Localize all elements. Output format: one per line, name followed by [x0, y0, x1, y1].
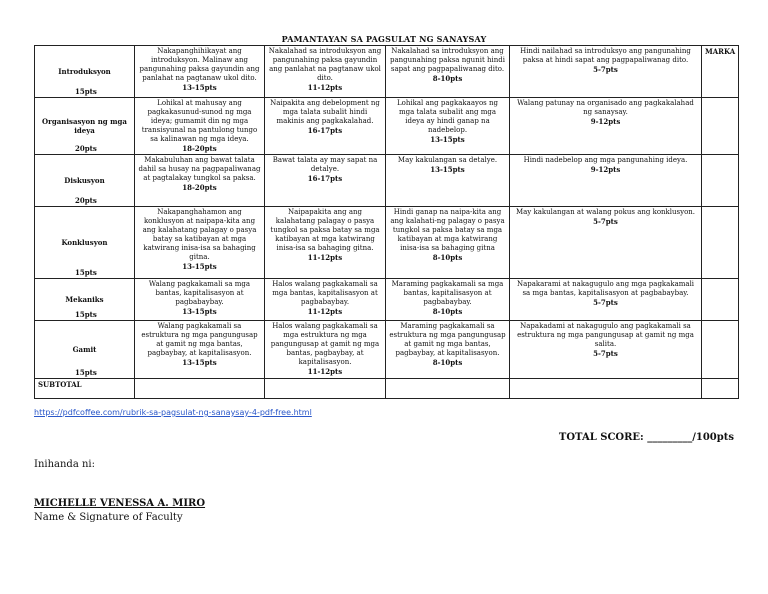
descriptor-cell	[386, 207, 510, 279]
descriptor-text: Nakalahad sa introduksyon ang pangunahing paksa ngunit hindi sapat ang pagpapaliwanag dito.	[390, 47, 505, 73]
score-range: 8-10pts	[432, 74, 463, 83]
descriptor-text: Maraming pagkakamali sa estruktura ng mga pangungusap at gamit ng mga bantas, pagbaybay, at kapitalisasyon.	[389, 322, 506, 357]
descriptor-cell	[265, 46, 386, 98]
descriptor-cell	[265, 155, 386, 207]
rubric-row	[35, 321, 739, 379]
score-range: 13-15pts	[182, 83, 217, 92]
subtotal-cell[interactable]	[265, 379, 386, 399]
subtotal-label: SUBTOTAL	[35, 379, 135, 399]
score-range: 11-12pts	[307, 307, 343, 316]
descriptor-cell	[265, 321, 386, 379]
descriptor-cell	[510, 207, 702, 279]
score-range: 13-15pts	[430, 165, 465, 174]
descriptor-cell	[386, 279, 510, 321]
subtotal-cell[interactable]	[386, 379, 510, 399]
descriptor-cell	[265, 98, 386, 155]
descriptor-text: Nakapanghahamon ang konklusyon at naipapa-kita ang ang kalahatang palagay o pasya batay sa katibayan at mga katwirang inisa-isa sa bahaging gitna.	[142, 208, 257, 261]
descriptor-text: Lohikal at mahusay ang pagkakasunud-sunod ng mga ideya; gumamit din ng mga transisyunal na pantulong tungo sa kalinawan ng mga ideya.	[141, 99, 258, 143]
criterion-cell	[35, 207, 135, 279]
criterion-points: 20pts	[75, 196, 97, 205]
criterion-points: 15pts	[75, 87, 97, 96]
marka-cell[interactable]	[702, 98, 739, 155]
score-range: 5-7pts	[593, 217, 618, 226]
score-range: 8-10pts	[432, 307, 463, 316]
descriptor-cell	[135, 98, 265, 155]
descriptor-text: Hindi ganap na naipa-kita ang ang kalahati-ng palagay o pasya tungkol sa paksa batay sa mga katibayan at mga katwirang inisa-isa sa bahaging gitna	[390, 208, 505, 252]
score-range: 9-12pts	[590, 117, 621, 126]
descriptor-text: Nakapanghihikayat ang introduksyon. Malinaw ang pangunahing paksa gayundin ang panlahat na pagtanaw ukol dito.	[139, 47, 260, 82]
descriptor-cell	[135, 321, 265, 379]
descriptor-cell	[265, 207, 386, 279]
criterion-cell	[35, 279, 135, 321]
marka-cell[interactable]	[702, 279, 739, 321]
criterion-points: 15pts	[75, 310, 97, 319]
descriptor-cell	[386, 46, 510, 98]
score-range: 5-7pts	[593, 65, 618, 74]
subtotal-row	[35, 379, 739, 399]
score-range: 5-7pts	[593, 349, 618, 358]
marka-cell[interactable]	[702, 46, 739, 98]
descriptor-cell	[265, 279, 386, 321]
descriptor-text: Naipapakita ang ang kalahatang palagay o pasya tungkol sa paksa batay sa mga katibayan at mga katwirang inisa-isa sa bahaging gitna.	[270, 208, 380, 252]
criterion-cell	[35, 98, 135, 155]
rubric-row	[35, 155, 739, 207]
rubric-row	[35, 279, 739, 321]
descriptor-text: Halos walang pagkakamali sa mga bantas, kapitalisasyon at pagbabaybay.	[272, 280, 378, 306]
descriptor-text: May kakulangan sa detalye.	[397, 156, 498, 164]
marka-cell[interactable]	[702, 207, 739, 279]
marka-cell[interactable]	[702, 321, 739, 379]
criterion-name: Diskusyon	[64, 176, 105, 185]
criterion-cell	[35, 321, 135, 379]
descriptor-text: Hindi nailahad sa introduksyo ang pangunahing paksa at hindi sapat ang pagpapaliwanag dito.	[520, 47, 691, 64]
score-range: 11-12pts	[307, 367, 343, 376]
criterion-points: 15pts	[75, 268, 97, 277]
faculty-name: MICHELLE VENESSA A. MIRO	[34, 498, 206, 509]
subtotal-cell[interactable]	[135, 379, 265, 399]
score-range: 18-20pts	[182, 144, 217, 153]
marka-header: MARKA	[705, 47, 736, 56]
descriptor-cell	[386, 98, 510, 155]
criterion-name: Mekaniks	[65, 295, 104, 304]
criterion-name: Gamit	[72, 345, 97, 354]
prepared-by-label: Inihanda ni:	[34, 459, 95, 470]
score-range: 11-12pts	[307, 253, 343, 262]
descriptor-text: Naipakita ang debelopment ng mga talata subalit hindi makinis ang pagkakalahad.	[270, 99, 380, 125]
descriptor-cell	[135, 155, 265, 207]
rubric-table	[34, 45, 739, 399]
score-range: 16-17pts	[307, 126, 343, 135]
descriptor-cell	[510, 321, 702, 379]
descriptor-cell	[510, 279, 702, 321]
score-range: 8-10pts	[432, 253, 463, 262]
descriptor-text: Napakarami at nakagugulo ang mga pagkakamali sa mga bantas, kapitalisasyon at pagbabaybay.	[516, 280, 695, 297]
descriptor-text: Nakalahad sa introduksyon ang pangunahing paksa gayundin ang panlahat na pagtanaw ukol dito.	[268, 47, 382, 82]
descriptor-cell	[510, 46, 702, 98]
descriptor-cell	[510, 98, 702, 155]
criterion-name: Introduksyon	[58, 67, 111, 76]
criterion-points: 20pts	[75, 144, 97, 153]
criterion-name: Konklusyon	[61, 238, 108, 247]
rubric-row	[35, 98, 739, 155]
descriptor-cell	[386, 321, 510, 379]
subtotal-cell[interactable]	[702, 379, 739, 399]
descriptor-text: Halos walang pagkakamali sa mga estruktura ng mga pangungusap at gamit ng mga bantas, pagbaybay, at kapitalisasyon.	[270, 322, 380, 366]
descriptor-text: Walang patunay na organisado ang pagkakalahad ng sanaysay.	[517, 99, 694, 116]
descriptor-cell	[135, 279, 265, 321]
rubric-title: PAMANTAYAN SA PAGSULAT NG SANAYSAY	[281, 34, 487, 44]
score-range: 11-12pts	[307, 83, 343, 92]
descriptor-text: Maraming pagkakamali sa mga bantas, kapitalisasyon at pagbabaybay.	[391, 280, 504, 306]
criterion-cell	[35, 155, 135, 207]
descriptor-text: Lohikal ang pagkakaayos ng mga talata subalit ang mga ideya ay hindi ganap na nadebelop.	[397, 99, 498, 134]
descriptor-text: Walang pagkakamali sa mga bantas, kapitalisasyon at pagbabaybay.	[148, 280, 251, 306]
score-range: 9-12pts	[590, 165, 621, 174]
rubric-row	[35, 207, 739, 279]
score-range: 13-15pts	[430, 135, 465, 144]
score-range: 13-15pts	[182, 262, 217, 271]
score-range: 5-7pts	[593, 298, 618, 307]
descriptor-text: Hindi nadebelop ang mga pangunahing ideya.	[523, 156, 688, 164]
marka-cell[interactable]	[702, 155, 739, 207]
score-range: 8-10pts	[432, 358, 463, 367]
score-range: 13-15pts	[182, 307, 217, 316]
descriptor-cell	[135, 207, 265, 279]
faculty-role: Name & Signature of Faculty	[34, 512, 183, 523]
descriptor-text: Napakadami at nakagugulo ang pagkakamali sa estruktura ng mga pangungusap at gamit ng mga salita.	[517, 322, 694, 348]
total-score: TOTAL SCORE: _________/100pts	[558, 432, 734, 443]
score-range: 16-17pts	[307, 174, 343, 183]
rubric-row	[35, 46, 739, 98]
score-range: 18-20pts	[182, 183, 217, 192]
subtotal-cell[interactable]	[510, 379, 702, 399]
source-link[interactable]: https://pdfcoffee.com/rubrik-sa-pagsulat-ng-sanaysay-4-pdf-free.html	[34, 408, 312, 417]
descriptor-text: Walang pagkakamali sa estruktura ng mga pangungusap at gamit ng mga bantas, pagbaybay, at kapitalisasyon.	[141, 322, 258, 357]
criterion-points: 15pts	[75, 368, 97, 377]
criterion-cell	[35, 46, 135, 98]
criterion-name: Organisasyon ng mga ideya	[42, 117, 127, 135]
descriptor-cell	[510, 155, 702, 207]
descriptor-cell	[135, 46, 265, 98]
descriptor-text: Bawat talata ay may sapat na detalye.	[272, 156, 378, 173]
descriptor-text: May kakulangan at walang pokus ang konklusyon.	[515, 208, 696, 216]
score-range: 13-15pts	[182, 358, 217, 367]
descriptor-cell	[386, 155, 510, 207]
descriptor-text: Makabuluhan ang bawat talata dahil sa husay na pagpapaliwanag at pagtalakay tungkol sa paksa.	[138, 156, 261, 182]
